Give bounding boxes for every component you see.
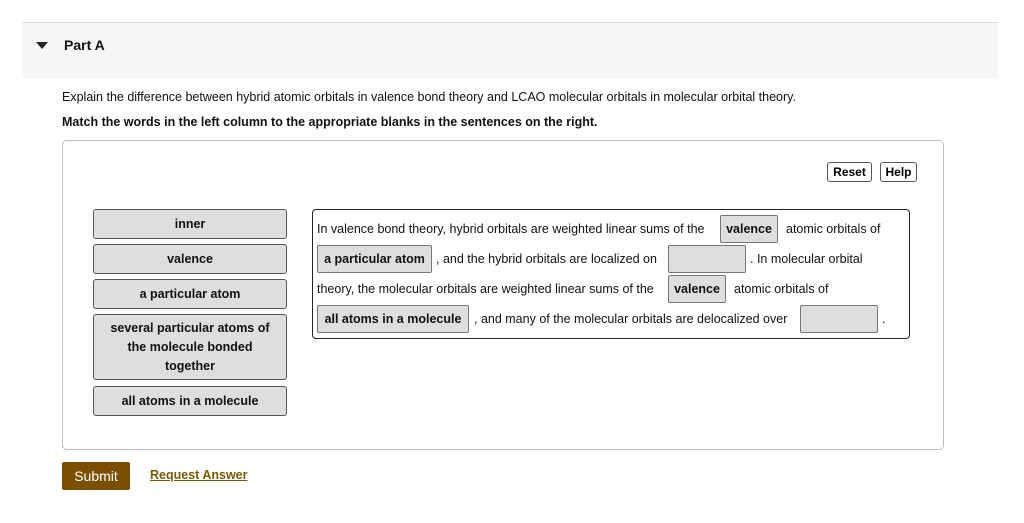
blank-1[interactable]: valence xyxy=(720,215,778,243)
submit-button[interactable]: Submit xyxy=(62,462,130,490)
blank-5[interactable]: all atoms in a molecule xyxy=(317,305,469,333)
question-prompt: Explain the difference between hybrid atomic orbitals in valence bond theory and LCAO molecular orbitals in molecular orbital theory. xyxy=(62,90,796,104)
request-answer-link[interactable]: Request Answer xyxy=(150,468,248,482)
blank-2[interactable]: a particular atom xyxy=(317,245,432,273)
sentence-text-1: In valence bond theory, hybrid orbitals are weighted linear sums of the xyxy=(317,222,705,236)
sentence-text-4: . In molecular orbital xyxy=(750,252,863,266)
word-all-atoms-in-a-molecule[interactable]: all atoms in a molecule xyxy=(93,386,287,416)
question-instruction: Match the words in the left column to the appropriate blanks in the sentences on the right. xyxy=(62,115,598,129)
sentence-text-6: atomic orbitals of xyxy=(734,282,829,296)
blank-4[interactable]: valence xyxy=(668,275,726,303)
sentence-text-5: theory, the molecular orbitals are weighted linear sums of the xyxy=(317,282,654,296)
blank-3[interactable] xyxy=(668,245,746,273)
part-header[interactable] xyxy=(22,23,998,78)
word-several-particular-atoms[interactable]: several particular atoms of the molecule bonded together xyxy=(93,314,287,380)
word-a-particular-atom[interactable]: a particular atom xyxy=(93,279,287,309)
blank-6[interactable] xyxy=(800,305,878,333)
help-button[interactable]: Help xyxy=(880,162,917,182)
part-title[interactable]: Part A xyxy=(64,37,105,53)
sentence-text-8: . xyxy=(882,312,886,326)
sentence-text-2: atomic orbitals of xyxy=(786,222,881,236)
sentence-text-3: , and the hybrid orbitals are localized on xyxy=(436,252,657,266)
caret-down-icon[interactable] xyxy=(36,42,48,49)
word-valence[interactable]: valence xyxy=(93,244,287,274)
word-inner[interactable]: inner xyxy=(93,209,287,239)
reset-button[interactable]: Reset xyxy=(827,162,872,182)
sentence-text-7: , and many of the molecular orbitals are delocalized over xyxy=(474,312,788,326)
